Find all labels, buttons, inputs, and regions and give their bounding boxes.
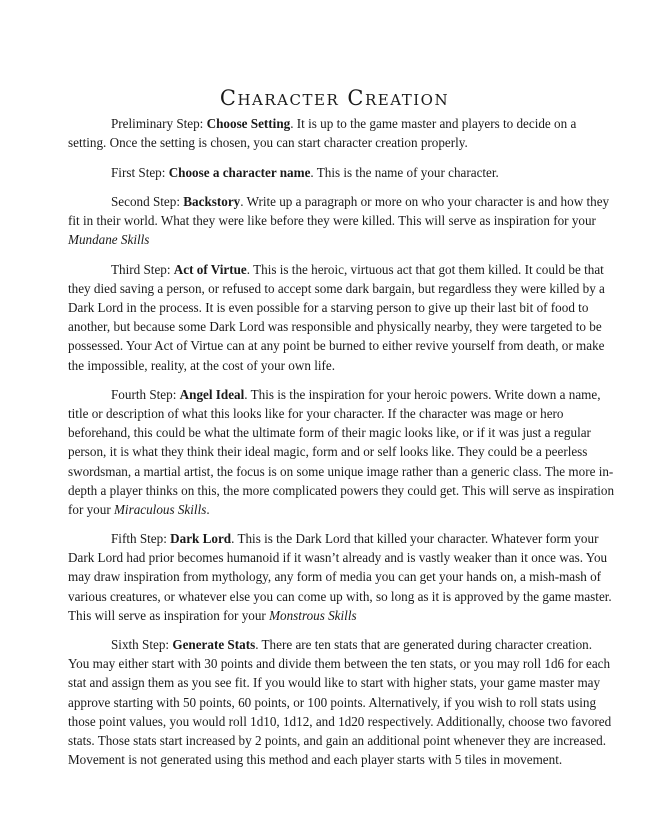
skill-reference: Mundane Skills bbox=[68, 232, 150, 248]
step-third bbox=[68, 260, 616, 375]
step-heading: Act of Virtue bbox=[173, 262, 247, 278]
page-title: Character Creation bbox=[219, 86, 450, 111]
step-second bbox=[68, 192, 616, 249]
step-prefix: Second Step: bbox=[111, 194, 184, 210]
step-prefix: Fourth Step: bbox=[111, 387, 180, 403]
step-heading: Choose Setting bbox=[206, 116, 291, 131]
skill-reference: Miraculous Skills bbox=[113, 501, 207, 517]
step-prefix: Sixth Step: bbox=[111, 637, 173, 653]
steps-body bbox=[68, 114, 616, 779]
step-fourth bbox=[68, 385, 616, 519]
step-body: . It is up to the game master and players to decide on a setting. Once the setting is chosen, you can start character creation properly. bbox=[68, 116, 577, 151]
step-heading: Angel Ideal bbox=[179, 387, 245, 403]
step-heading: Choose a character name bbox=[168, 164, 311, 180]
step-body: . This is the inspiration for your heroic powers. Write down a name, title or description of what this looks like for your character. If the character was mage or hero beforehand, this could be what the ultimate form of their magic looks like, or if it was just a regular person, it is what they think their ideal magic, form and or self looks like. They could be a peerless swordsman, a martial artist, the focus is on some unique image rather than a generic class. The more in-depth a player thinks on this, the more complicated powers they could get. This will serve as inspiration for your bbox=[68, 387, 615, 517]
step-fifth bbox=[68, 529, 616, 624]
step-body: . This is the heroic, virtuous act that got them killed. It could be that they died saving a person, or refused to accept some dark bargain, but regardless they were killed by a Dark Lord in the process. It is even possible for a starving person to give up their last bit of food to another, but because some Dark Lord was responsible and physically nearby, they were targeted to be possessed. Your Act of Virtue can at any point be burned to either revive yourself from death, or make the impossible, reality, at the cost of your own life. bbox=[68, 262, 605, 373]
step-heading: Generate Stats bbox=[172, 637, 256, 653]
step-suffix: . bbox=[206, 501, 210, 517]
step-prefix: First Step: bbox=[111, 164, 169, 180]
step-body: . This is the name of your character. bbox=[310, 164, 499, 180]
step-body: . Write up a paragraph or more on who your character is and how they fit in their world. What they were like before they were killed. This will serve as inspiration for your bbox=[68, 194, 610, 229]
step-preliminary bbox=[68, 114, 616, 152]
step-heading: Backstory bbox=[183, 194, 241, 210]
step-body: . This is the Dark Lord that killed your character. Whatever form your Dark Lord had prior becomes humanoid if it wasn’t already and is vastly weaker than it once was. You may draw inspiration from mythology, any form of media you can get your hands on, a mish-mash of various creatures, or whatever else you can come up with, so long as it is approved by the game master. This will serve as inspiration for your bbox=[68, 531, 612, 623]
step-prefix: Preliminary Step: bbox=[111, 116, 207, 131]
step-first bbox=[68, 163, 616, 182]
step-prefix: Third Step: bbox=[111, 262, 174, 278]
step-heading: Dark Lord bbox=[170, 531, 232, 547]
step-body: . There are ten stats that are generated during character creation. You may either start with 30 points and divide them between the ten stats, or you may roll 1d6 for each stat and assign them as you see fit. If you would like to start with higher stats, your game master may approve starting with 50 points, 60 points, or 100 points. Alternatively, if you wish to roll stats using those point values, you would roll 1d10, 1d12, and 1d20 respectively. Additionally, choose two favored stats. Those stats start increased by 2 points, and gain an additional point whenever they are increased. Movement is not generated using this method and each player starts with 5 tiles in movement. bbox=[68, 637, 612, 767]
skill-reference: Monstrous Skills bbox=[269, 607, 357, 623]
step-sixth bbox=[68, 635, 616, 769]
step-prefix: Fifth Step: bbox=[111, 531, 171, 547]
